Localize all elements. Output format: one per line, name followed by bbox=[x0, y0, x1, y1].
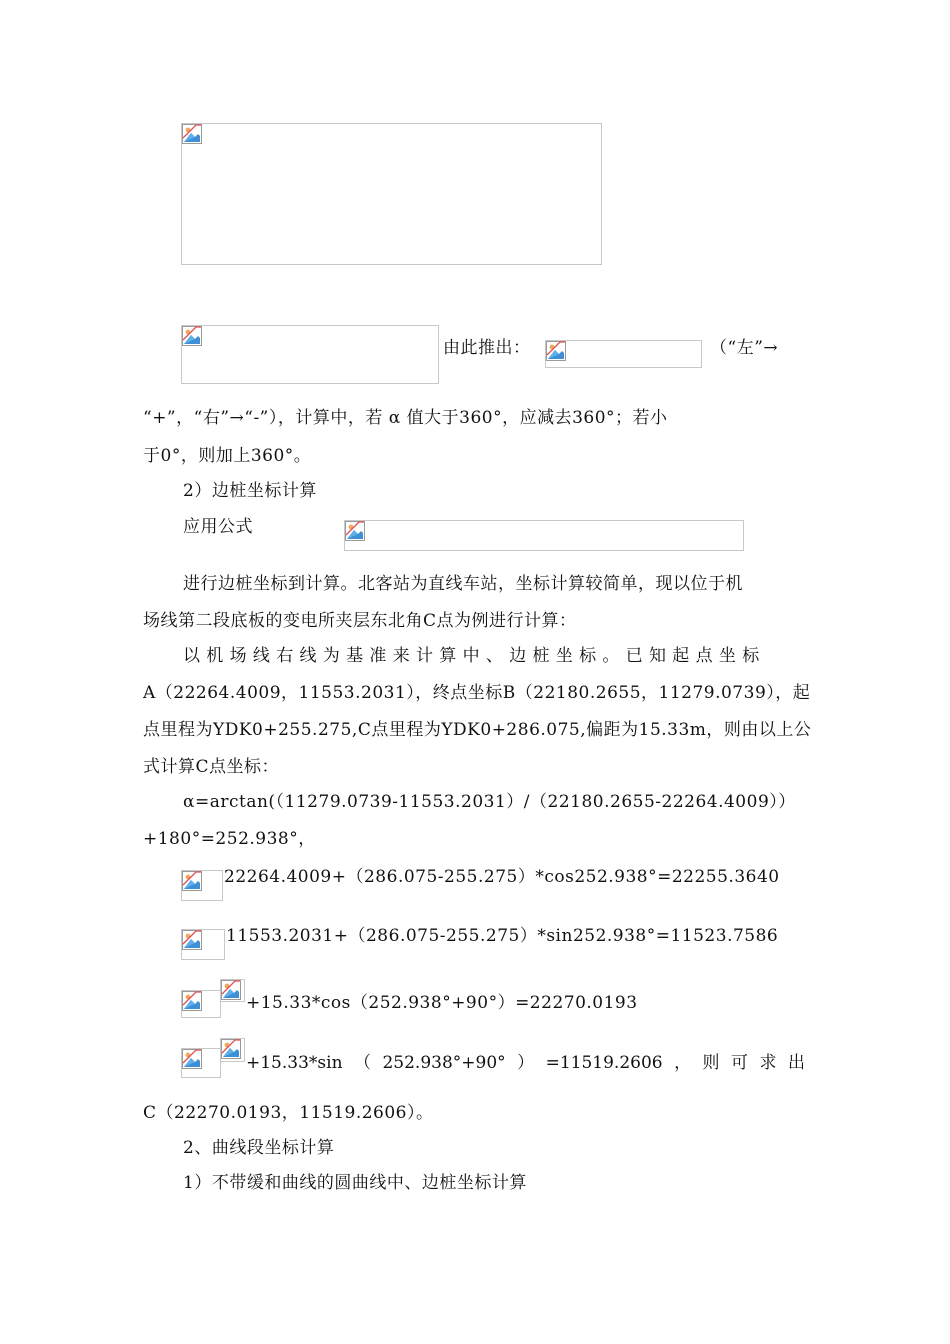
image-placeholder-xc bbox=[181, 990, 221, 1018]
broken-image-icon bbox=[221, 980, 241, 1000]
broken-image-icon bbox=[546, 341, 566, 361]
equation-yc-part: （ bbox=[354, 1053, 371, 1073]
equation-yc-part: 出 bbox=[787, 1053, 805, 1073]
image-placeholder-x-small bbox=[220, 979, 245, 1002]
equation-yc bbox=[246, 1053, 805, 1073]
equation-xc: +15.33*cos（252.938°+90°）=22270.0193 bbox=[246, 993, 638, 1013]
image-placeholder-formula-1 bbox=[181, 325, 439, 384]
broken-image-icon bbox=[345, 521, 365, 541]
equation-yc-part: +15.33*sin bbox=[246, 1053, 343, 1073]
broken-image-icon bbox=[182, 124, 202, 144]
image-placeholder-y-coord bbox=[181, 929, 225, 960]
equation-y: 11553.2031+（286.075-255.275）*sin252.938°=11523.7586 bbox=[226, 926, 779, 946]
equation-yc-part: ， bbox=[674, 1053, 692, 1073]
equation-yc-part: 252.938°+90° bbox=[382, 1053, 506, 1073]
paragraph-line: 场线第二段底板的变电所夹层东北角C点为例进行计算： bbox=[143, 611, 577, 631]
paragraph-line: A（22264.4009，11553.2031），终点坐标B（22180.2655，11279.0739），起 bbox=[143, 683, 811, 703]
image-placeholder-yc bbox=[181, 1048, 221, 1078]
paragraph-line: 式计算C点坐标： bbox=[143, 757, 280, 777]
text-derive-tail: （“左”→ bbox=[710, 338, 779, 358]
text-apply-formula: 应用公式 bbox=[183, 517, 253, 537]
paragraph-line: “+”，“右”→“-”），计算中，若 α 值大于360°，应减去360°；若小 bbox=[143, 408, 668, 428]
text-derive: 由此推出： bbox=[443, 338, 531, 358]
image-placeholder-formula-3 bbox=[344, 520, 744, 551]
broken-image-icon bbox=[182, 871, 202, 891]
image-placeholder-large bbox=[181, 123, 602, 265]
paragraph-line: 点里程为YDK0+255.275,C点里程为YDK0+286.075,偏距为15.33m，则由以上公 bbox=[143, 720, 812, 740]
equation-x: 22264.4009+（286.075-255.275）*cos252.938°=22255.3640 bbox=[224, 867, 780, 887]
section-heading: 2）边桩坐标计算 bbox=[183, 481, 317, 501]
equation-yc-part: =11519.2606 bbox=[545, 1053, 663, 1073]
broken-image-icon bbox=[182, 930, 202, 950]
equation-yc-part: 求 bbox=[759, 1053, 777, 1073]
paragraph-line: 于0°，则加上360°。 bbox=[143, 446, 312, 466]
result-line: C（22270.0193，11519.2606）。 bbox=[143, 1103, 434, 1123]
broken-image-icon bbox=[182, 326, 202, 346]
broken-image-icon bbox=[182, 991, 202, 1011]
alpha-formula-cont: +180°=252.938°， bbox=[143, 829, 316, 849]
section-subheading: 1）不带缓和曲线的圆曲线中、边桩坐标计算 bbox=[183, 1173, 527, 1193]
image-placeholder-y-small bbox=[220, 1038, 245, 1062]
image-placeholder-x-coord bbox=[181, 870, 223, 901]
section-heading: 2、曲线段坐标计算 bbox=[183, 1138, 335, 1158]
paragraph-line: 以机场线右线为基准来计算中、边桩坐标。已知起点坐标 bbox=[183, 646, 766, 666]
broken-image-icon bbox=[221, 1039, 241, 1059]
paragraph-line: 进行边桩坐标到计算。北客站为直线车站，坐标计算较简单，现以位于机 bbox=[183, 574, 743, 594]
equation-yc-part: ） bbox=[517, 1053, 535, 1073]
broken-image-icon bbox=[182, 1049, 202, 1069]
equation-yc-part: 可 bbox=[731, 1053, 748, 1073]
image-placeholder-formula-2 bbox=[545, 340, 702, 368]
alpha-formula: α=arctan(（11279.0739-11553.2031）/（22180.2655-22264.4009）） bbox=[183, 792, 796, 812]
equation-yc-part: 则 bbox=[702, 1053, 720, 1073]
